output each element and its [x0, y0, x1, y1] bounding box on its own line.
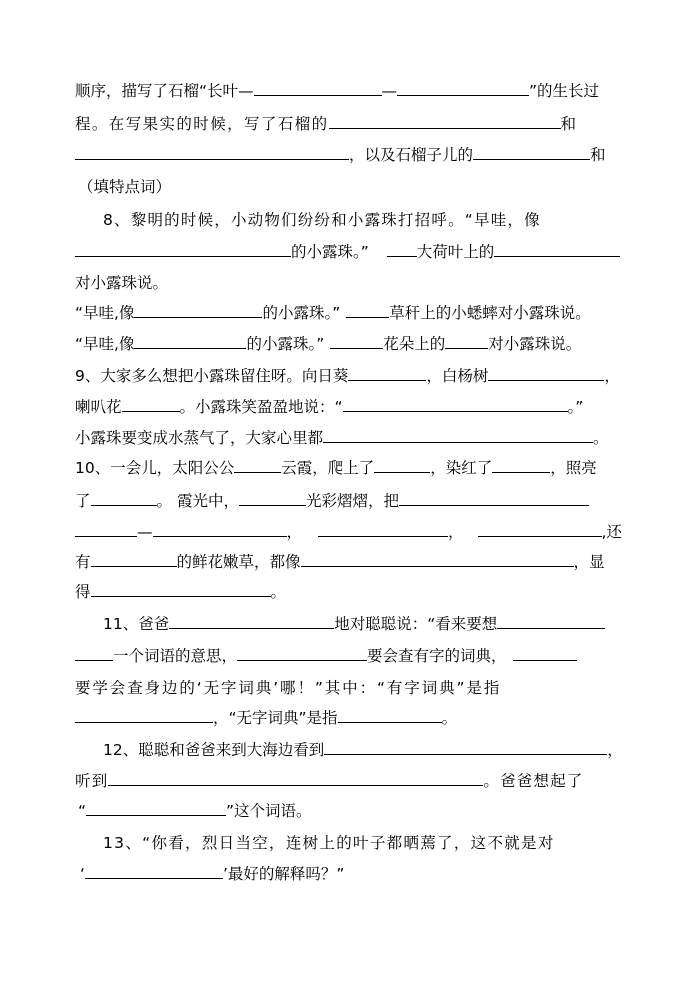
blank[interactable]	[75, 646, 113, 661]
text-line-12	[75, 428, 609, 448]
blank[interactable]	[324, 740, 607, 755]
text-line-15	[75, 522, 622, 542]
blank[interactable]	[318, 522, 448, 537]
text: 程。在写果实的时候，写了石榴的	[75, 115, 329, 133]
text: ‘	[80, 865, 85, 883]
text: ,还	[601, 523, 622, 541]
text: （填特点词）	[78, 178, 172, 196]
text: 地对聪聪说：“看来要想	[334, 615, 498, 633]
text-line-3	[75, 145, 606, 165]
blank[interactable]	[387, 242, 417, 257]
text-line-11	[75, 397, 583, 417]
text: 。爸爸想起了	[483, 772, 584, 790]
text: 了	[75, 492, 91, 510]
text: 光彩熠熠，把	[305, 492, 399, 510]
text: 要会查有字的词典，	[367, 647, 507, 665]
text: 。小露珠笑盈盈地说：“	[179, 398, 343, 416]
text: 对小露珠说。	[488, 335, 582, 353]
blank[interactable]	[445, 334, 488, 349]
blank[interactable]	[301, 552, 574, 567]
blank[interactable]	[374, 458, 430, 473]
blank[interactable]	[254, 81, 382, 96]
text: 云霞，爬上了	[281, 459, 375, 477]
blank[interactable]	[169, 614, 334, 629]
blank[interactable]	[478, 522, 602, 537]
blank[interactable]	[513, 646, 577, 661]
blank[interactable]	[91, 582, 271, 597]
text: 。 霞光中，	[156, 492, 239, 510]
text: 9、大家多么想把小露珠留住呀。向日葵	[75, 367, 349, 385]
text-line-10	[75, 366, 620, 386]
text-line-19	[75, 646, 577, 666]
blank[interactable]	[346, 303, 389, 318]
blank[interactable]	[399, 491, 589, 506]
text-line-8	[75, 303, 591, 323]
text: 草秆上的小蟋蟀对小露珠说。	[389, 304, 591, 322]
text: 一个词语的意思，	[113, 647, 238, 665]
text: 12、聪聪和爸爸来到大海边看到	[103, 741, 325, 759]
text: 小露珠要变成水蒸气了，大家心里都	[75, 429, 324, 447]
text-line-9	[75, 334, 581, 354]
text: ”这个词语。	[226, 802, 312, 820]
text: 。”	[567, 398, 584, 416]
blank[interactable]	[329, 114, 561, 129]
text: 对小露珠说。	[75, 274, 169, 292]
blank[interactable]	[153, 522, 287, 537]
text: 有	[75, 553, 91, 571]
blank[interactable]	[85, 864, 223, 879]
text-line-26	[80, 864, 344, 884]
text-line-18	[103, 614, 605, 634]
blank[interactable]	[397, 81, 529, 96]
text-line-17	[75, 582, 286, 602]
text: 的鲜花嫩草，都像	[176, 553, 301, 571]
text: ，	[448, 523, 464, 541]
text: 。	[441, 709, 458, 727]
blank[interactable]	[488, 366, 604, 381]
blank[interactable]	[492, 458, 550, 473]
text: 得	[75, 583, 91, 601]
text: 听到	[75, 772, 109, 790]
blank[interactable]	[239, 491, 306, 506]
blank[interactable]	[122, 397, 180, 412]
text-line-24	[78, 801, 312, 821]
text: 喇叭花	[75, 398, 122, 416]
blank[interactable]	[234, 458, 281, 473]
blank[interactable]	[91, 491, 157, 506]
text-line-4	[78, 177, 171, 197]
blank[interactable]	[473, 145, 590, 160]
text: 大荷叶上的	[416, 243, 495, 261]
text: 的小露珠。”	[291, 243, 369, 261]
blank[interactable]	[134, 334, 246, 349]
text: —	[381, 82, 398, 100]
blank[interactable]	[91, 552, 177, 567]
text: 8、黎明的时候，小动物们纷纷和小露珠打招呼。“早哇，像	[103, 211, 541, 229]
text: —	[137, 523, 153, 541]
text-line-2	[75, 114, 577, 134]
text: ，	[286, 523, 303, 541]
text-line-21	[75, 708, 457, 728]
text-line-1	[75, 81, 599, 101]
blank[interactable]	[348, 366, 426, 381]
text: 的小露珠。”	[262, 304, 341, 322]
text: ，白杨树	[426, 367, 489, 385]
text: ，	[607, 741, 623, 759]
blank[interactable]	[494, 242, 620, 257]
text-line-20	[75, 678, 501, 698]
text-line-5	[103, 210, 541, 230]
text: 要学会查身边的‘无字词典’哪！”其中：“有字词典”是指	[75, 679, 502, 697]
text: 13、“你看，烈日当空，连树上的叶子都晒蔫了，这不就是对	[103, 834, 555, 852]
text: ，以及石榴子儿的	[349, 146, 474, 164]
blank[interactable]	[86, 801, 226, 816]
text-line-13	[75, 458, 597, 478]
text: 10、一会儿，太阳公公	[75, 459, 235, 477]
blank[interactable]	[338, 708, 442, 723]
text: ，照亮	[550, 459, 597, 477]
text: “早哇,像	[75, 304, 135, 322]
text-line-7	[75, 273, 168, 293]
text-line-16	[75, 552, 605, 572]
text: 11、爸爸	[103, 615, 170, 633]
text-line-22	[103, 740, 623, 760]
blank[interactable]	[237, 646, 367, 661]
blank[interactable]	[75, 708, 213, 723]
blank[interactable]	[108, 771, 483, 786]
text: ”的生长过	[529, 82, 600, 100]
text: 和	[560, 115, 578, 133]
text: ，显	[573, 553, 605, 571]
text: 。	[270, 583, 287, 601]
text: ，	[604, 367, 620, 385]
text: 的小露珠。”	[246, 335, 325, 353]
text: ，染红了	[430, 459, 493, 477]
text: ，“无字词典”是指	[213, 709, 338, 727]
blank[interactable]	[134, 303, 262, 318]
text: 和	[590, 146, 606, 164]
text-line-6	[75, 242, 620, 262]
text: 花朵上的	[383, 335, 446, 353]
text: “早哇,像	[75, 335, 135, 353]
text: 。	[593, 429, 609, 447]
text: “	[78, 802, 87, 820]
text-line-14	[75, 491, 589, 511]
blank[interactable]	[330, 334, 383, 349]
blank[interactable]	[323, 428, 593, 443]
text-line-25	[103, 833, 555, 853]
blank[interactable]	[75, 145, 349, 160]
blank[interactable]	[343, 397, 568, 412]
text: ’最好的解释吗？”	[222, 865, 345, 883]
text-line-23	[75, 771, 584, 791]
blank[interactable]	[75, 522, 137, 537]
blank[interactable]	[75, 242, 291, 257]
text: 顺序，描写了石榴“长叶—	[75, 82, 254, 100]
blank[interactable]	[497, 614, 605, 629]
